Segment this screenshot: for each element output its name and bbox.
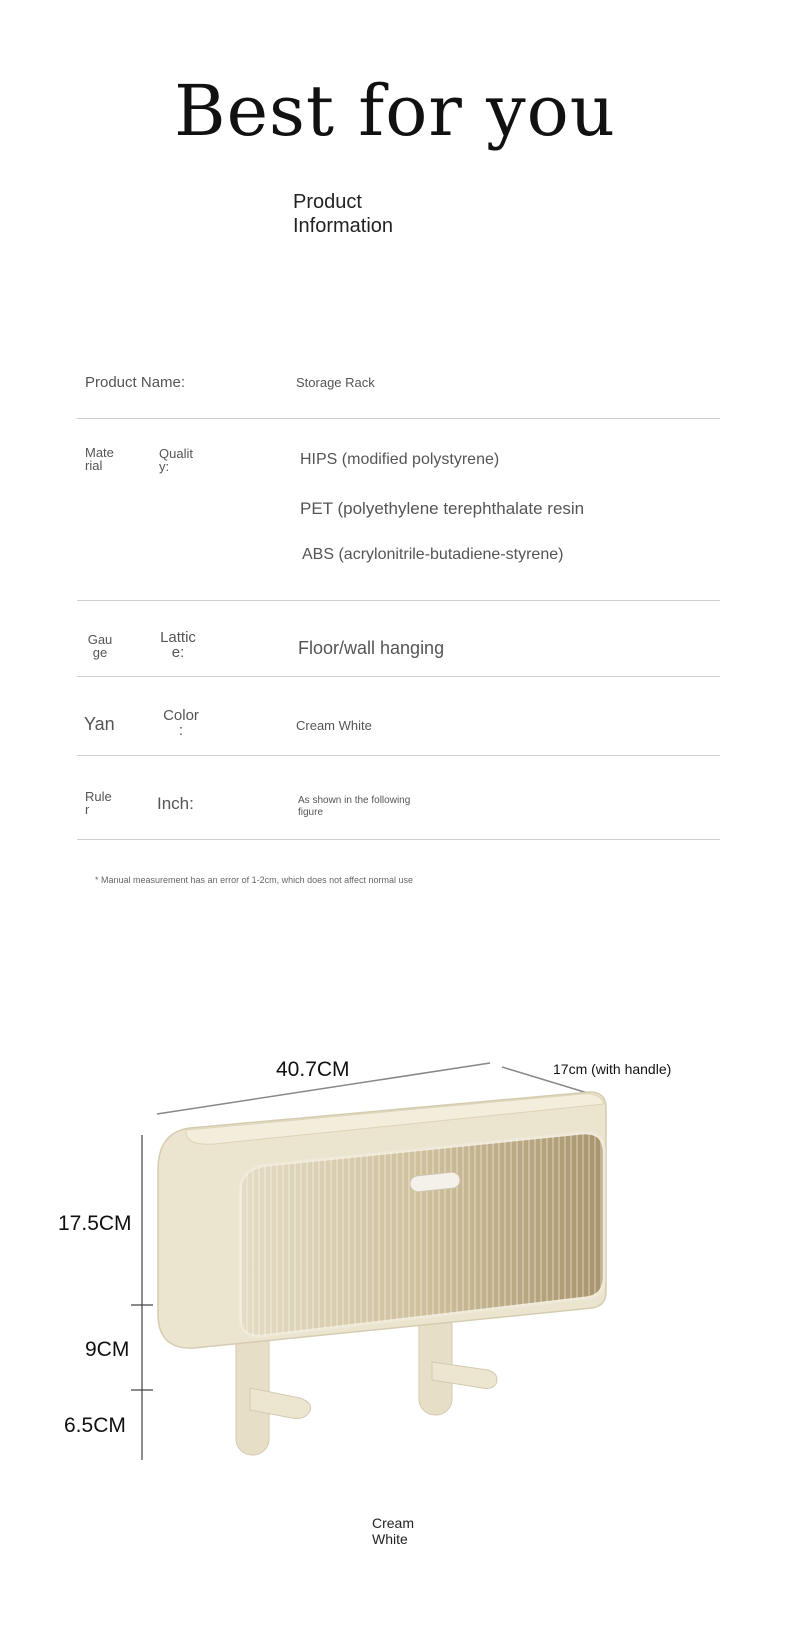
size-label-a: Rule r — [85, 789, 112, 817]
material-value-3: ABS (acrylonitrile-butadiene-styrene) — [302, 546, 564, 563]
gauge-label-a: Gau ge — [87, 632, 113, 660]
hero-title: Best for you — [174, 70, 616, 152]
section-title-line2: Information — [293, 215, 394, 237]
row-divider — [77, 600, 720, 601]
body-height-label: 17.5CM — [58, 1212, 132, 1235]
section-title — [293, 190, 393, 238]
row-divider — [77, 676, 720, 677]
color-label-b: Color : — [163, 707, 199, 739]
color-value: Cream White — [296, 718, 372, 733]
measurement-note: * Manual measurement has an error of 1-2cm, which does not affect normal use — [95, 875, 413, 885]
row-divider — [77, 418, 720, 419]
section-title-line1: Product — [293, 191, 362, 213]
mid-height-label: 9CM — [85, 1338, 130, 1361]
product-name-label: Product Name: — [85, 374, 186, 391]
right-leg — [419, 1310, 497, 1415]
material-label-b: Qualit y: — [159, 446, 193, 474]
material-value-2: PET (polyethylene terephthalate resin — [300, 499, 585, 518]
row-divider — [77, 839, 720, 840]
size-label-b: Inch: — [157, 794, 194, 813]
product-name-value: Storage Rack — [296, 375, 375, 390]
gauge-label-b: Lattic e: — [160, 629, 196, 661]
material-label-a: Mate rial — [85, 445, 114, 473]
color-label-a: Yan — [84, 714, 115, 734]
size-value: As shown in the following figure — [298, 795, 411, 818]
product-illustration — [0, 1040, 790, 1470]
material-value-1: HIPS (modified polystyrene) — [300, 451, 500, 468]
gauge-value: Floor/wall hanging — [298, 638, 445, 658]
depth-label: 17cm (with handle) — [553, 1061, 672, 1077]
foot-height-label: 6.5CM — [64, 1414, 126, 1437]
color-caption: Cream White — [372, 1515, 415, 1547]
width-label: 40.7CM — [276, 1058, 350, 1081]
row-divider — [77, 755, 720, 756]
